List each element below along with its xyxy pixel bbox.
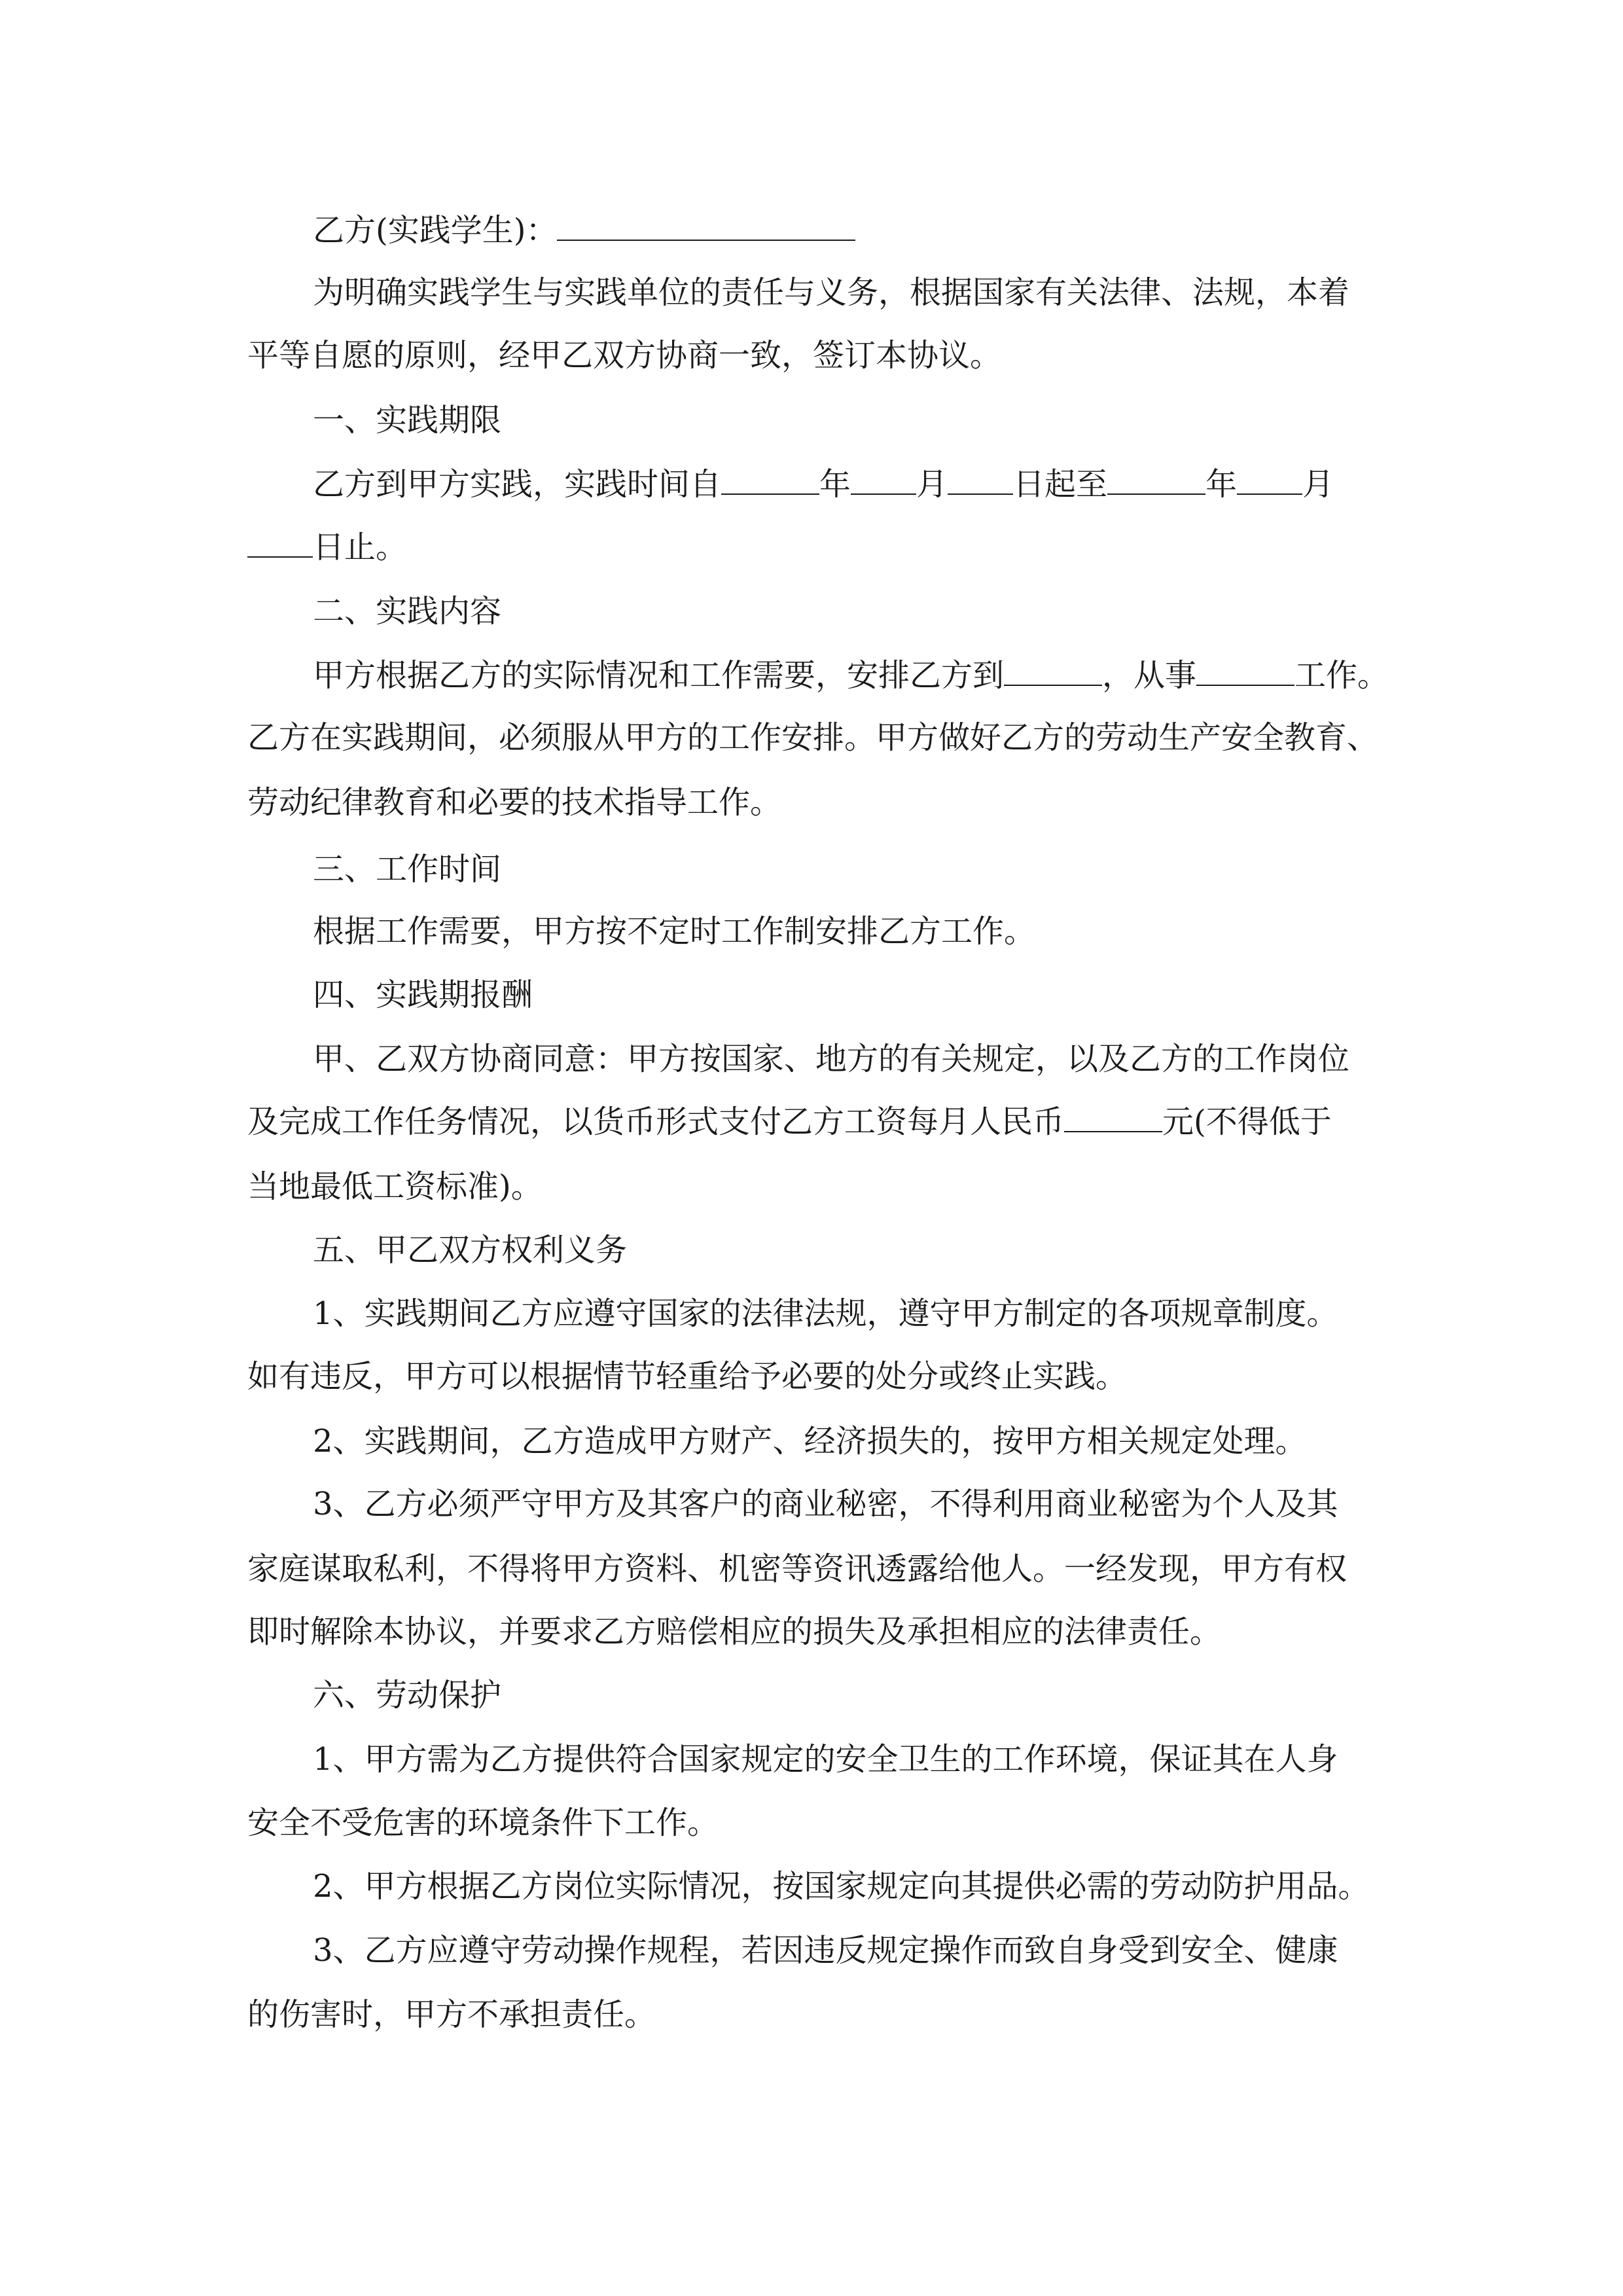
salary-amount-blank[interactable] — [1064, 1102, 1162, 1132]
section-1-line-2 — [247, 528, 407, 567]
end-year-blank[interactable] — [1107, 465, 1205, 495]
section-5-item-3-line-3: 即时解除本协议，并要求乙方赔偿相应的损失及承担相应的法律责任。 — [247, 1613, 1222, 1650]
section-6-item-3-line-1: 3、乙方应遵守劳动操作规程，若因违反规定操作而致自身受到安全、健康 — [313, 1932, 1338, 1969]
month-label-2: 月 — [1302, 466, 1334, 503]
section-3-line-1: 根据工作需要，甲方按不定时工作制安排乙方工作。 — [313, 913, 1036, 950]
section-5-item-1-line-2: 如有违反，甲方可以根据情节轻重给予必要的处分或终止实践。 — [247, 1358, 1128, 1395]
work-type-blank[interactable] — [1196, 656, 1294, 686]
section-5-heading: 五、甲乙双方权利义务 — [313, 1232, 628, 1268]
section-2-line-3: 劳动纪律教育和必要的技术指导工作。 — [247, 784, 782, 821]
section-1-line-1 — [313, 465, 1334, 504]
work-place-blank[interactable] — [1004, 656, 1102, 686]
end-day-blank[interactable] — [247, 528, 313, 558]
section-1-text: 乙方到甲方实践，实践时间自 — [313, 466, 722, 503]
section-5-item-2-line-1: 2、实践期间，乙方造成甲方财产、经济损失的，按甲方相关规定处理。 — [313, 1423, 1307, 1460]
section-6-item-2-line-1: 2、甲方根据乙方岗位实际情况，按国家规定向其提供必需的劳动防护用品。 — [313, 1868, 1370, 1905]
section-4-line-3: 当地最低工资标准)。 — [247, 1168, 543, 1205]
day-until-label: 日止。 — [313, 529, 408, 565]
month-label: 月 — [916, 466, 948, 503]
section-1-heading: 一、实践期限 — [313, 402, 502, 439]
section-6-heading: 六、劳动保护 — [313, 1677, 502, 1713]
start-month-blank[interactable] — [851, 465, 916, 495]
day-from-label: 日起至 — [1013, 466, 1108, 503]
end-month-blank[interactable] — [1237, 465, 1302, 495]
party-b-line — [313, 211, 855, 250]
section-5-item-3-line-2: 家庭谋取私利，不得将甲方资料、机密等资讯透露给他人。一经发现，甲方有权 — [247, 1551, 1347, 1587]
section-4-text-b: 元(不得低于 — [1162, 1103, 1332, 1140]
section-3-heading: 三、工作时间 — [313, 851, 502, 888]
section-5-item-1-line-1: 1、实践期间乙方应遵守国家的法律法规，遵守甲方制定的各项规章制度。 — [313, 1295, 1338, 1332]
party-b-name-blank[interactable] — [557, 211, 855, 241]
section-6-item-1-line-1: 1、甲方需为乙方提供符合国家规定的安全卫生的工作环境，保证其在人身 — [313, 1741, 1338, 1778]
section-4-text-a: 及完成工作任务情况，以货币形式支付乙方工资每月人民币 — [247, 1103, 1065, 1140]
intro-line-2: 平等自愿的原则，经甲乙双方协商一致，签订本协议。 — [247, 337, 1002, 374]
year-label-2: 年 — [1205, 466, 1238, 503]
section-4-line-1: 甲、乙双方协商同意：甲方按国家、地方的有关规定，以及乙方的工作岗位 — [313, 1041, 1350, 1077]
intro-line-1: 为明确实践学生与实践单位的责任与义务，根据国家有关法律、法规，本着 — [313, 274, 1350, 311]
start-year-blank[interactable] — [721, 465, 819, 495]
section-5-item-3-line-1: 3、乙方必须严守甲方及其客户的商业秘密，不得利用商业秘密为个人及其 — [313, 1486, 1338, 1522]
section-2-text-c: 工作。 — [1294, 657, 1389, 694]
section-4-heading: 四、实践期报酬 — [313, 977, 533, 1013]
start-day-blank[interactable] — [948, 465, 1013, 495]
section-6-item-1-line-2: 安全不受危害的环境条件下工作。 — [247, 1804, 719, 1841]
section-2-line-1 — [313, 656, 1389, 695]
section-4-line-2 — [247, 1102, 1332, 1141]
year-label: 年 — [819, 466, 851, 503]
party-b-label: 乙方(实践学生)： — [313, 212, 558, 249]
section-2-heading: 二、实践内容 — [313, 593, 502, 630]
section-6-item-3-line-2: 的伤害时，甲方不承担责任。 — [247, 1996, 656, 2033]
section-2-text-b: ，从事 — [1102, 657, 1197, 694]
section-2-text-a: 甲方根据乙方的实际情况和工作需要，安排乙方到 — [313, 657, 1005, 694]
section-2-line-2: 乙方在实践期间，必须服从甲方的工作安排。甲方做好乙方的劳动生产安全教育、 — [247, 719, 1379, 756]
